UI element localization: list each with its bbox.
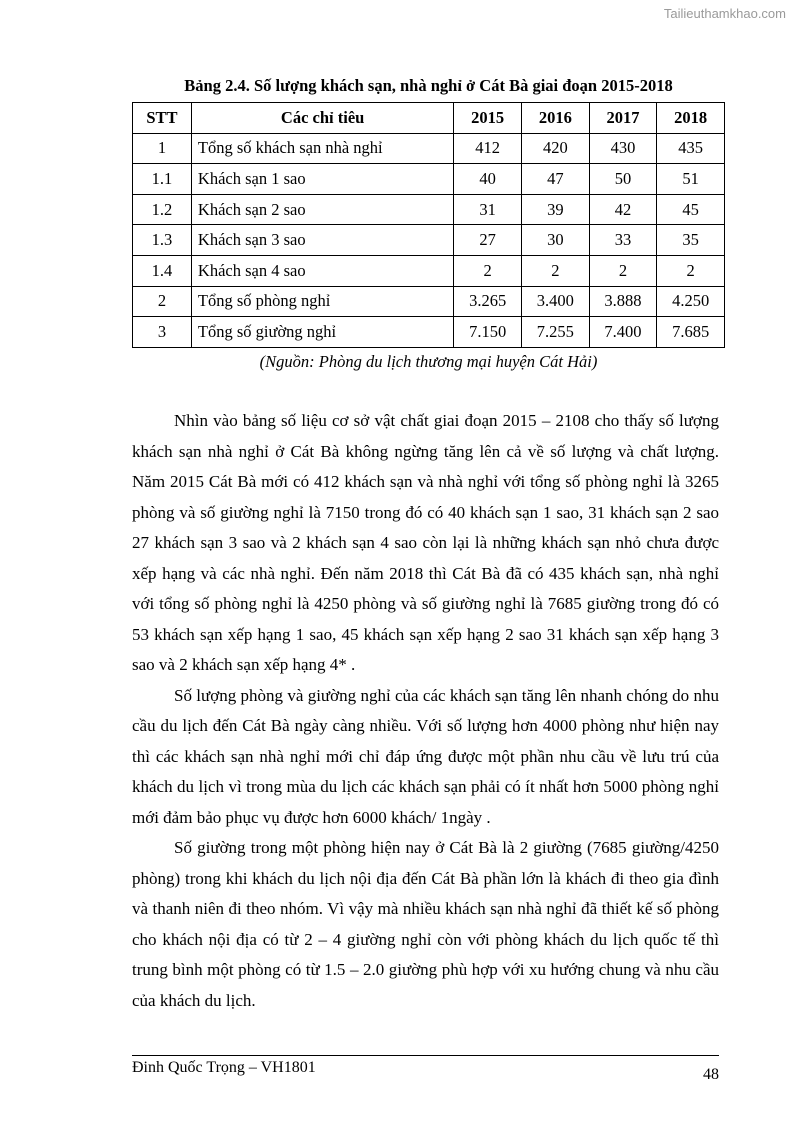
table-row [133,225,725,256]
paragraph: Số giường trong một phòng hiện nay ở Cát Bà là 2 giường (7685 giường/4250 phòng) trong khi khách du lịch nội địa đến Cát Bà phần lớn là khách đi theo gia đình và thanh niên đi theo nhóm. Vì vậy mà nhiều khách sạn nhà nghỉ đã thiết kế số phòng cho khách nội địa có từ 2 – 4 giường nghỉ còn với phòng khách du lịch quốc tế thì trung bình một phòng có từ 1.5 – 2.0 giường phù hợp với xu hướng chung và nhu cầu của khách du lịch. [132,838,719,1010]
row-stt: 1.1 [133,164,192,195]
cell-2016: 39 [521,194,589,225]
footer-divider [132,1055,719,1056]
header-stt: STT [133,103,192,134]
cell-2015: 412 [454,133,522,164]
cell-2017: 50 [589,164,657,195]
cell-2017: 7.400 [589,317,657,348]
header-2018: 2018 [657,103,725,134]
cell-2015: 40 [454,164,522,195]
header-2015: 2015 [454,103,522,134]
row-stt: 2 [133,286,192,317]
table-row [133,286,725,317]
row-stt: 3 [133,317,192,348]
header-indicator: Các chỉ tiêu [191,103,453,134]
cell-2018: 45 [657,194,725,225]
row-label: Tổng số phòng nghỉ [191,286,453,317]
cell-2016: 420 [521,133,589,164]
cell-2018: 2 [657,255,725,286]
table-header-row [133,103,725,134]
table-row [133,255,725,286]
cell-2017: 42 [589,194,657,225]
row-stt: 1.3 [133,225,192,256]
cell-2017: 33 [589,225,657,256]
cell-2017: 430 [589,133,657,164]
table-caption: Bảng 2.4. Số lượng khách sạn, nhà nghỉ ở Cát Bà giai đoạn 2015-2018 [184,76,673,95]
paragraph: Nhìn vào bảng số liệu cơ sở vật chất giai đoạn 2015 – 2108 cho thấy số lượng khách sạn nhà nghỉ ở Cát Bà không ngừng tăng lên cả về số lượng và chất lượng. Năm 2015 Cát Bà mới có 412 khách sạn và nhà nghỉ với tổng số phòng nghỉ là 3265 phòng và số giường nghỉ là 7150 trong đó có 40 khách sạn 1 sao, 31 khách sạn 2 sao 27 khách sạn 3 sao và 2 khách sạn 4 sao còn lại là những khách sạn nhỏ chưa được xếp hạng và các nhà nghỉ. Đến năm 2018 thì Cát Bà đã có 435 khách sạn, nhà nghỉ với tổng số phòng nghỉ là 4250 phòng và số giường nghỉ là 7685 giường trong đó có 53 khách sạn xếp hạng 1 sao, 45 khách sạn xếp hạng 2 sao 31 khách sạn xếp hạng 3 sao và 2 khách sạn xếp hạng 4* . [132,411,719,674]
cell-2015: 7.150 [454,317,522,348]
cell-2018: 7.685 [657,317,725,348]
page-number: 48 [703,1066,719,1083]
cell-2016: 47 [521,164,589,195]
table-row [133,164,725,195]
header-2017: 2017 [589,103,657,134]
row-stt: 1.2 [133,194,192,225]
table-source-note: (Nguồn: Phòng du lịch thương mại huyện Cát Hải) [259,352,598,371]
cell-2017: 2 [589,255,657,286]
body-text [132,406,719,1016]
cell-2017: 3.888 [589,286,657,317]
cell-2015: 27 [454,225,522,256]
header-2016: 2016 [521,103,589,134]
row-label: Khách sạn 1 sao [191,164,453,195]
cell-2018: 435 [657,133,725,164]
row-stt: 1 [133,133,192,164]
footer-author: Đinh Quốc Trọng – VH1801 [132,1059,316,1076]
row-label: Tổng số giường nghỉ [191,317,453,348]
row-stt: 1.4 [133,255,192,286]
row-label: Khách sạn 4 sao [191,255,453,286]
cell-2018: 35 [657,225,725,256]
table-row [133,317,725,348]
cell-2018: 51 [657,164,725,195]
cell-2016: 2 [521,255,589,286]
cell-2018: 4.250 [657,286,725,317]
cell-2015: 31 [454,194,522,225]
cell-2016: 30 [521,225,589,256]
cell-2016: 3.400 [521,286,589,317]
paragraph: Số lượng phòng và giường nghỉ của các khách sạn tăng lên nhanh chóng do nhu cầu du lịch đến Cát Bà ngày càng nhiều. Với số lượng hơn 4000 phòng như hiện nay thì các khách sạn nhà nghỉ mới chỉ đáp ứng được một phần nhu cầu về lưu trú của khách du lịch vì trong mùa du lịch các khách sạn phải có ít nhất hơn 5000 phòng nghỉ mới đảm bảo phục vụ được hơn 6000 khách/ 1ngày . [132,685,719,827]
cell-2015: 3.265 [454,286,522,317]
cell-2015: 2 [454,255,522,286]
row-label: Khách sạn 3 sao [191,225,453,256]
hotel-statistics-table [132,102,725,348]
cell-2016: 7.255 [521,317,589,348]
table-row [133,194,725,225]
watermark-text: Tailieuthamkhao.com [663,6,786,21]
row-label: Tổng số khách sạn nhà nghỉ [191,133,453,164]
row-label: Khách sạn 2 sao [191,194,453,225]
table-row [133,133,725,164]
